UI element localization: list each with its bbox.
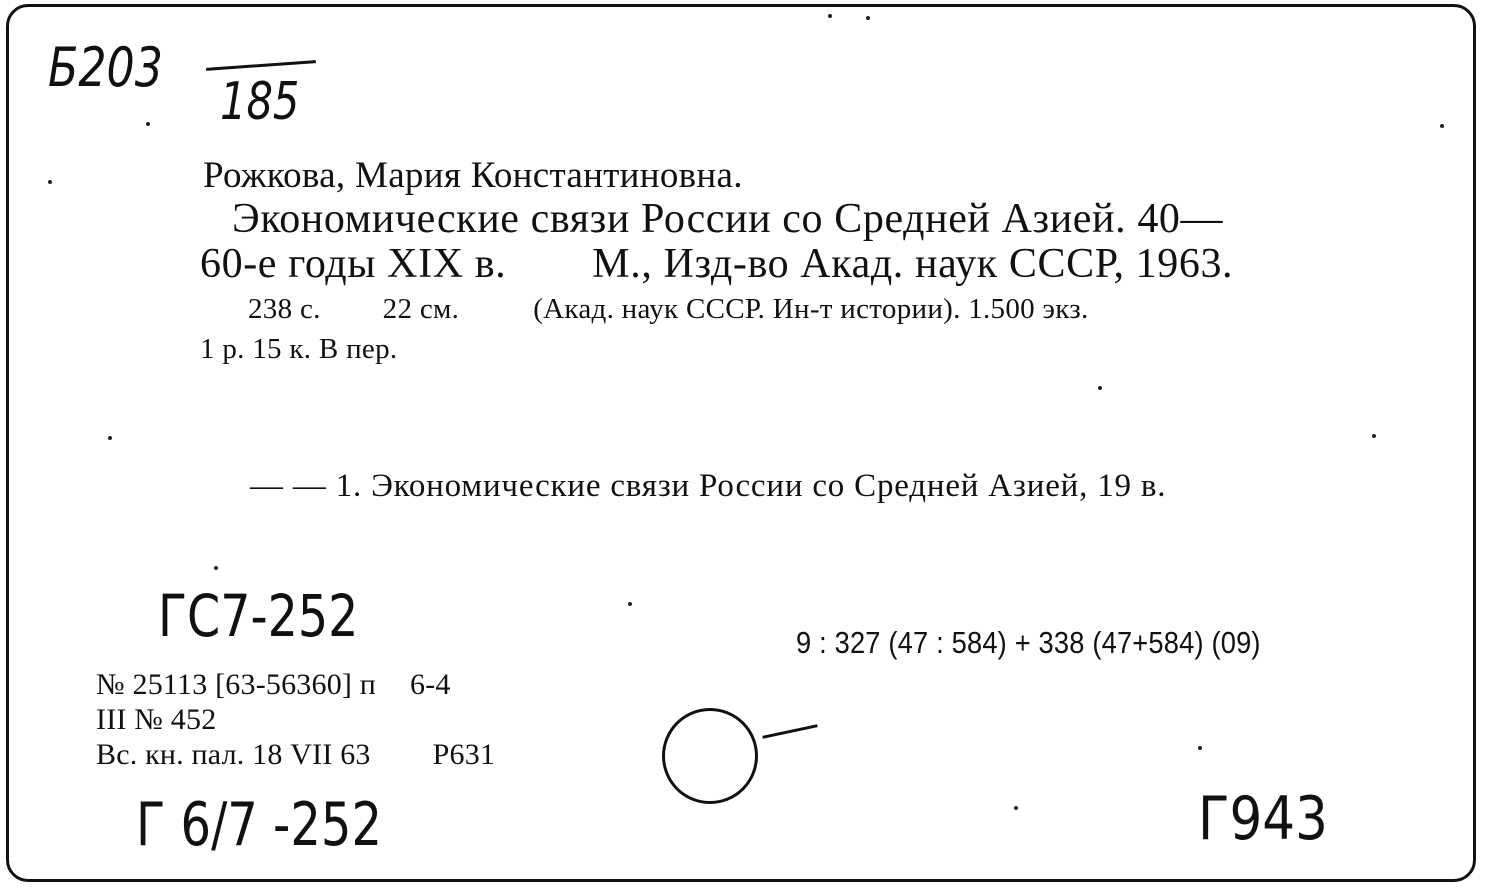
handwritten-inventory-number: Г943: [1198, 784, 1328, 854]
imprint-line-1: [96, 668, 451, 702]
speck: [1014, 806, 1018, 810]
shelf-mark-main: Б203: [48, 36, 163, 99]
imprint-line-3: [96, 738, 495, 772]
circle-mark: [662, 708, 758, 804]
speck: [1198, 746, 1202, 750]
series-note: (Акад. наук СССР. Ин-т истории). 1.500 экз.: [533, 293, 1089, 325]
handwritten-call-number-2: Г 6/7 -252: [136, 790, 382, 860]
speck: [214, 566, 218, 570]
speck: [628, 602, 632, 606]
speck: [108, 436, 112, 440]
speck: [1098, 386, 1102, 390]
speck: [1440, 124, 1444, 128]
price-line: 1 р. 15 к. В пер.: [200, 333, 398, 365]
print-code: 6-4: [410, 668, 451, 701]
subject-heading: — — 1. Экономические связи России со Средней Азией, 19 в.: [250, 468, 1167, 504]
speck: [866, 16, 870, 20]
page-count: 238 с.: [248, 293, 321, 325]
handwritten-call-number: ГС7-252: [158, 582, 359, 650]
book-size: 22 см.: [382, 293, 460, 325]
title-line-1: Экономические связи России со Средней Азией. 40—: [232, 196, 1224, 242]
speck: [146, 122, 150, 126]
card-number: № 25113 [63-56360] п: [96, 668, 377, 701]
speck: [1372, 434, 1376, 438]
speck: [828, 14, 832, 18]
author-heading: Рожкова, Мария Константиновна.: [203, 155, 743, 196]
title-years: 60-е годы XIX в.: [200, 241, 507, 287]
physical-description: [248, 293, 1089, 326]
title-line-2: [200, 240, 1233, 288]
imprint-line-2: III № 452: [96, 703, 217, 736]
printer-code: Р631: [432, 738, 496, 771]
classification-index: 9 : 327 (47 : 584) + 338 (47+584) (09): [796, 625, 1261, 660]
publication-info: М., Изд-во Акад. наук СССР, 1963.: [592, 241, 1234, 287]
shelf-mark-sub: 185: [220, 72, 300, 132]
chamber-date: Вс. кн. пал. 18 VII 63: [96, 738, 371, 771]
speck: [48, 180, 52, 184]
